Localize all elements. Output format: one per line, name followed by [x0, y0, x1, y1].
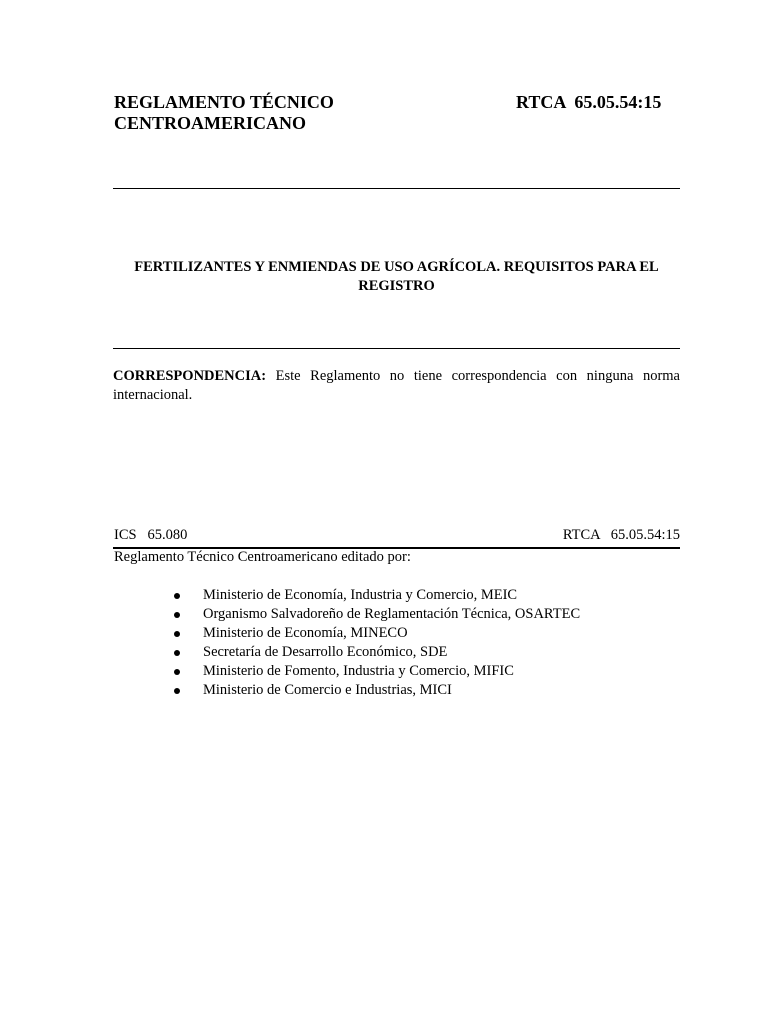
list-item — [174, 643, 580, 662]
document-title — [113, 258, 680, 296]
editors-list — [174, 586, 580, 700]
header-title — [114, 92, 334, 134]
list-item-text: Ministerio de Comercio e Industrias, MICI — [203, 682, 452, 698]
list-item — [174, 586, 580, 605]
rtca-code: RTCA 65.05.54:15 — [562, 527, 680, 543]
header-title-line2: CENTROAMERICANO — [114, 113, 307, 133]
bullet-icon — [174, 669, 180, 675]
bullet-icon — [174, 631, 180, 637]
header-title-line1: REGLAMENTO TÉCNICO — [114, 92, 334, 112]
edited-by-intro: Reglamento Técnico Centroamericano editado por: — [114, 549, 411, 565]
correspondence-label: CORRESPONDENCIA: — [113, 368, 267, 384]
list-item-text: Organismo Salvadoreño de Reglamentación Técnica, OSARTEC — [203, 606, 581, 622]
list-item-text: Ministerio de Fomento, Industria y Comercio, MIFIC — [203, 663, 514, 679]
title-divider — [113, 348, 680, 349]
list-item — [174, 624, 580, 643]
bullet-icon — [174, 688, 180, 694]
bullet-icon — [174, 650, 180, 656]
ics-code: ICS 65.080 — [114, 527, 188, 543]
header-code: RTCA 65.05.54:15 — [516, 92, 662, 112]
list-item-text: Secretaría de Desarrollo Económico, SDE — [203, 644, 448, 660]
list-item-text: Ministerio de Economía, Industria y Comercio, MEIC — [203, 587, 518, 603]
list-item — [174, 662, 580, 681]
document-title-line2: REGISTRO — [358, 278, 435, 294]
bullet-icon — [174, 593, 180, 599]
list-item — [174, 605, 580, 624]
correspondence-text: Este Reglamento no tiene correspondencia con ninguna norma internacional. — [113, 368, 680, 403]
document-title-line1: FERTILIZANTES Y ENMIENDAS DE USO AGRÍCOLA. REQUISITOS PARA EL — [134, 259, 659, 275]
bullet-icon — [174, 612, 180, 618]
correspondence-paragraph — [113, 367, 680, 405]
list-item — [174, 681, 580, 700]
top-divider — [113, 188, 680, 189]
list-item-text: Ministerio de Economía, MINECO — [203, 625, 408, 641]
